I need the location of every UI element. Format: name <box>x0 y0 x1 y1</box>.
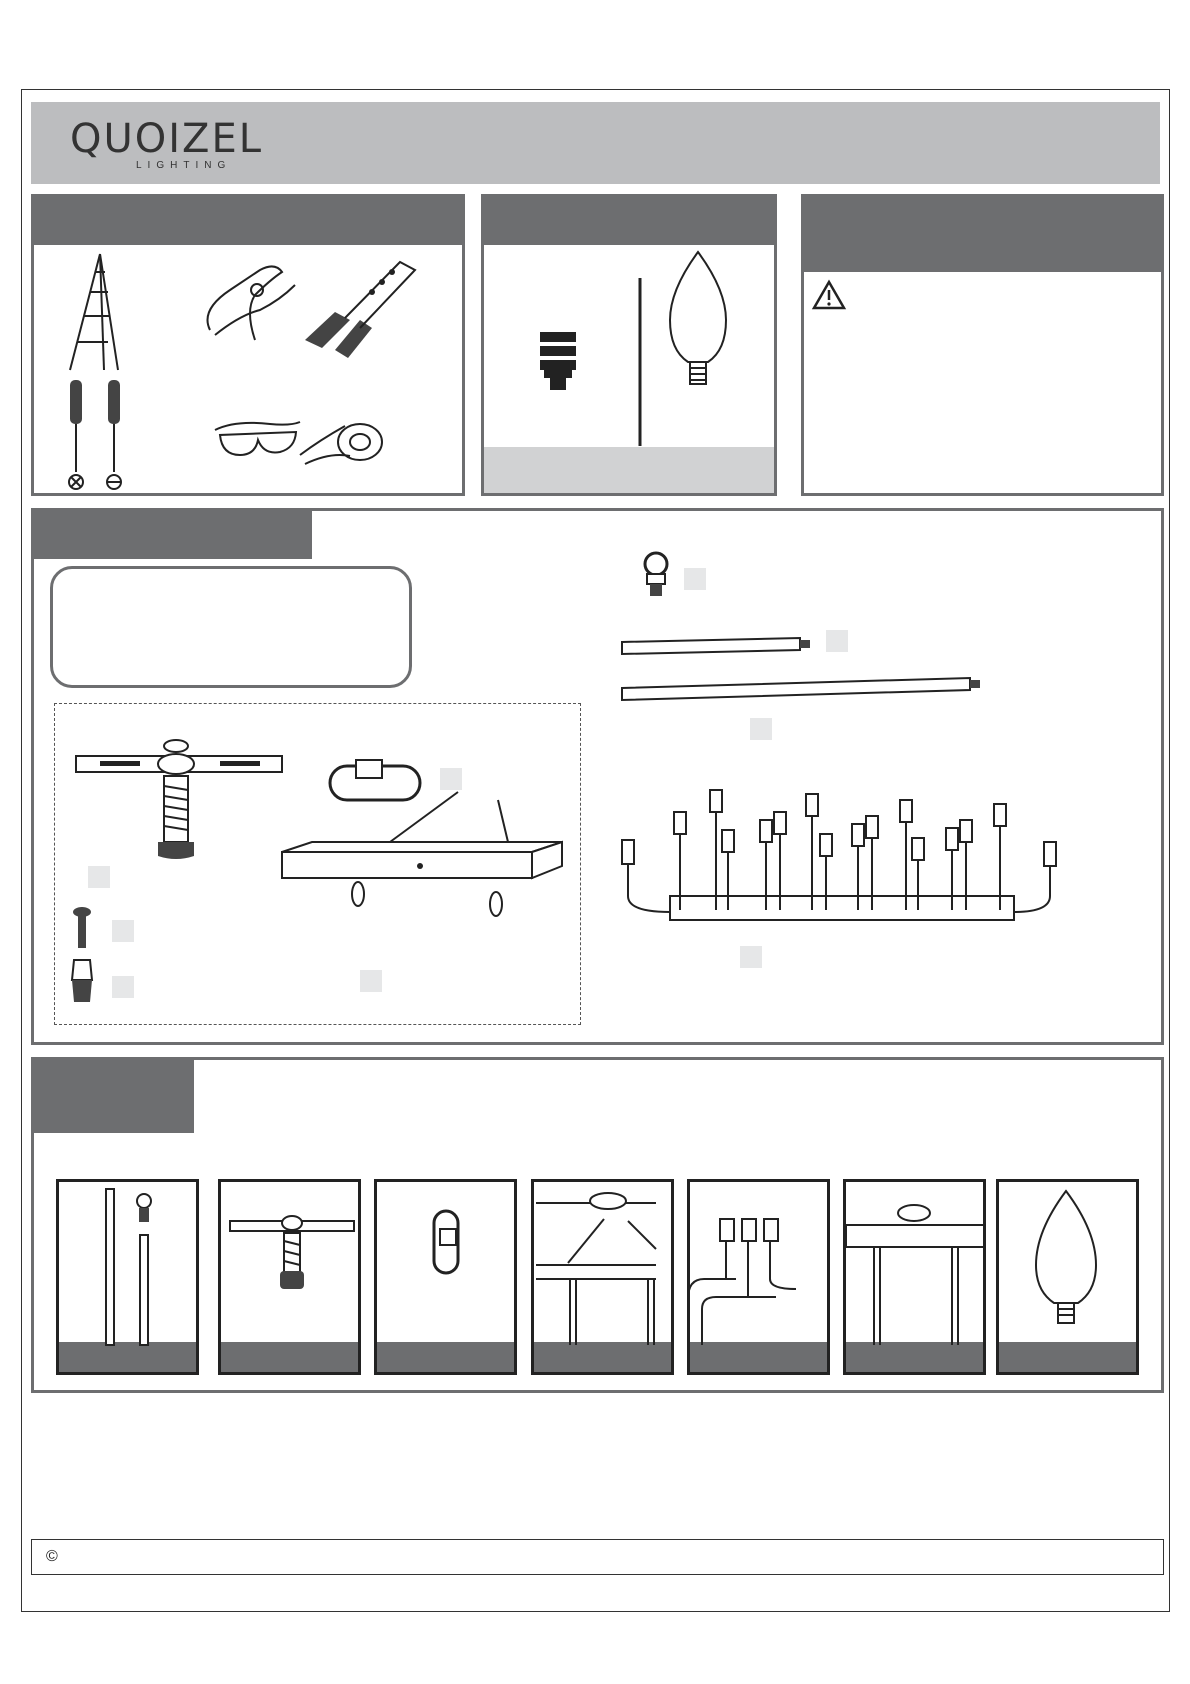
part-label-badge <box>360 970 382 992</box>
part-label-badge <box>750 718 772 740</box>
screw-part <box>73 907 91 948</box>
part-label-badge <box>740 946 762 968</box>
loop-part <box>645 553 667 596</box>
step-4-illustration <box>536 1193 656 1345</box>
step-7-illustration <box>1036 1191 1096 1323</box>
pliers-icon <box>208 266 296 340</box>
parts-illustrations <box>60 550 1160 1030</box>
crossbar-part <box>76 740 282 859</box>
copyright-symbol: © <box>46 1548 58 1565</box>
part-label-badge <box>684 568 706 590</box>
bulb-panel-header <box>484 197 774 245</box>
part-label-badge <box>112 976 134 998</box>
part-label-badge <box>88 866 110 888</box>
stem-part-long <box>622 678 980 700</box>
step-5-illustration <box>688 1219 796 1345</box>
warning-panel-header <box>804 197 1161 272</box>
steps-illustrations <box>56 1179 1146 1349</box>
steps-panel-header <box>34 1060 194 1133</box>
bulb-panel-footer <box>484 447 774 493</box>
quick-link-part <box>330 760 420 800</box>
bulb-illustrations <box>490 250 770 450</box>
candelabra-bulb-icon <box>670 252 726 384</box>
step-2-illustration <box>230 1216 354 1289</box>
wire-stripper-icon <box>305 262 415 358</box>
brand-logo: QUOIZEL <box>70 116 264 162</box>
electrical-tape-icon <box>300 424 382 464</box>
fixture-body-part <box>622 790 1056 920</box>
wire-nut-part <box>72 960 92 1002</box>
tools-panel-header <box>34 197 462 245</box>
step-3-illustration <box>434 1211 458 1273</box>
stem-part-short <box>622 638 810 654</box>
phillips-screwdriver-icon <box>69 380 83 489</box>
part-label-badge <box>112 920 134 942</box>
ladder-icon <box>70 254 118 370</box>
part-label-badge <box>440 768 462 790</box>
warning-panel <box>801 194 1164 496</box>
step-1-illustration <box>106 1189 151 1345</box>
step-6-illustration <box>846 1205 984 1345</box>
safety-glasses-icon <box>215 422 300 455</box>
part-label-badge <box>826 630 848 652</box>
footer-bar <box>31 1539 1164 1575</box>
canopy-part <box>282 792 562 916</box>
brand-subtitle: LIGHTING <box>136 160 232 171</box>
cfl-bulb-icon <box>540 332 576 390</box>
tools-illustrations <box>60 250 450 495</box>
flathead-screwdriver-icon <box>107 380 121 489</box>
warning-icon <box>812 280 846 310</box>
